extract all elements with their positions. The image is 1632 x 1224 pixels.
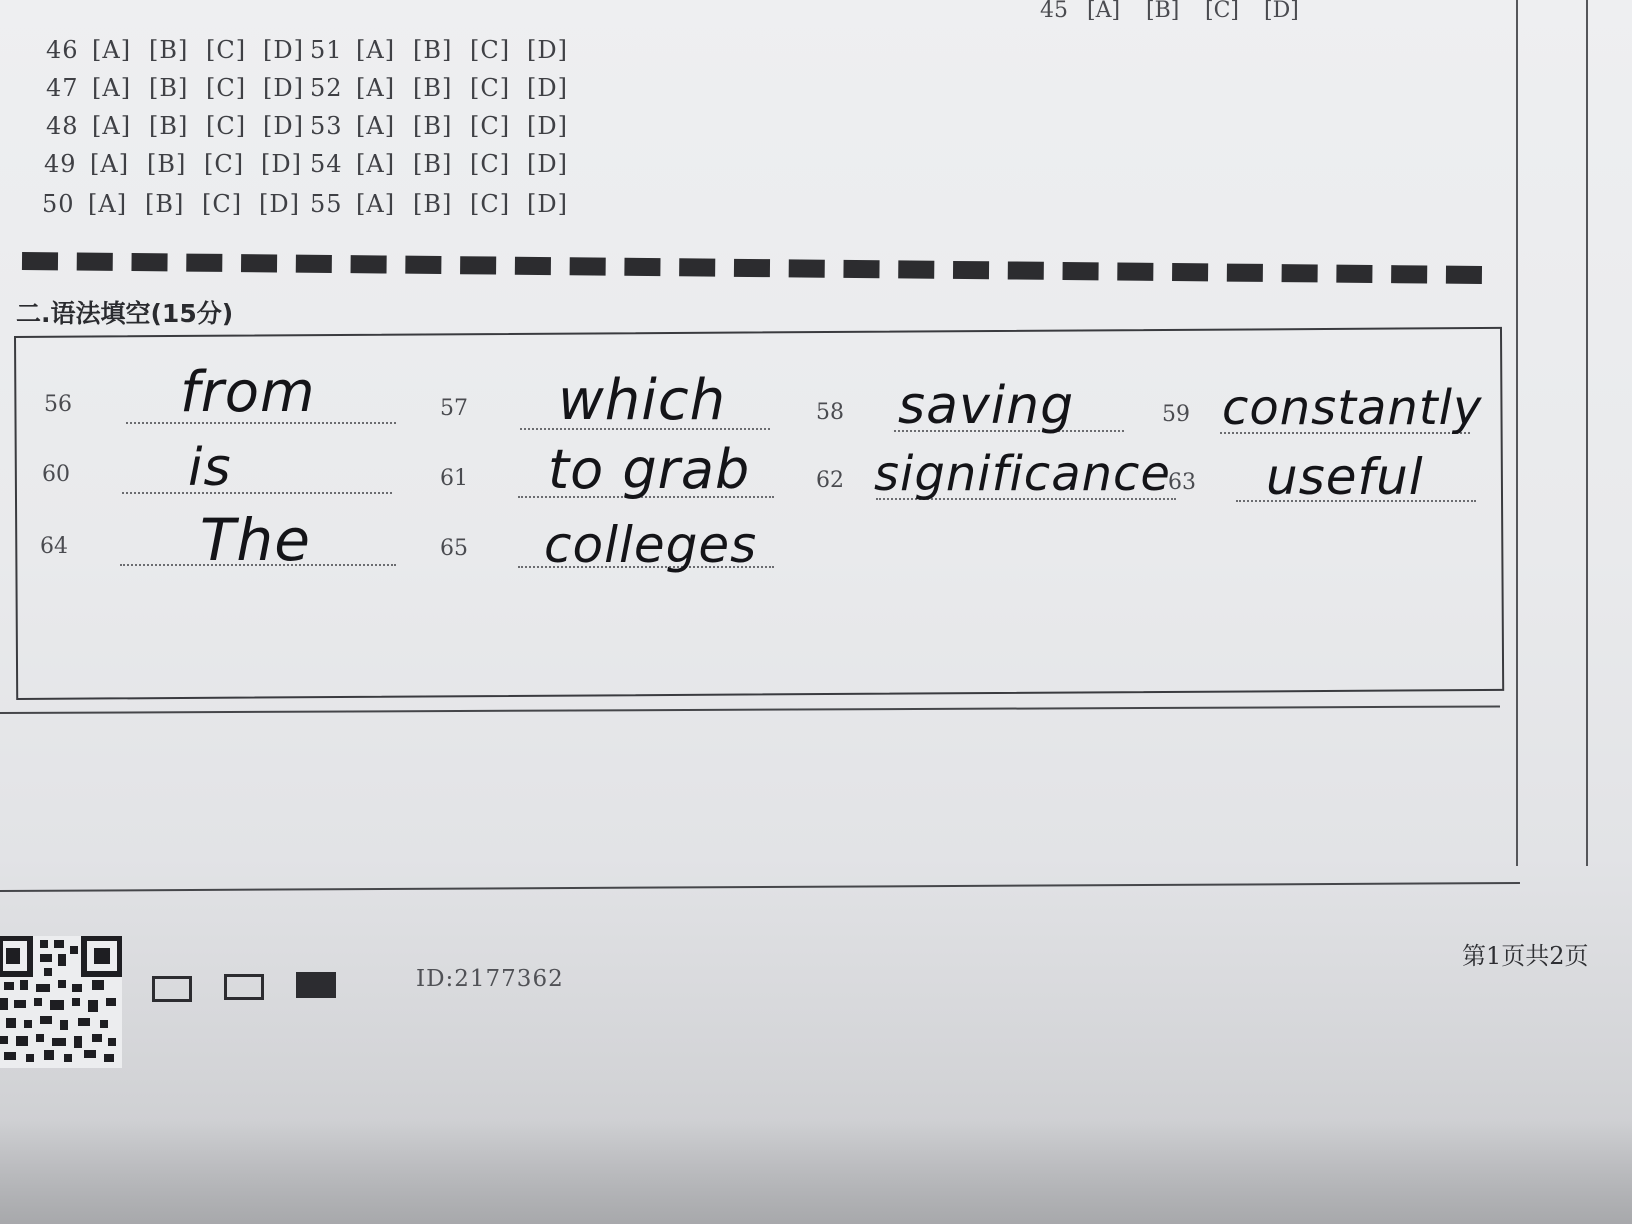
qr-code-icon xyxy=(0,936,122,1068)
mcq-row xyxy=(46,74,584,102)
handwritten-answer: from xyxy=(180,360,316,425)
question-number: 46 xyxy=(46,36,79,64)
question-number: 52 xyxy=(310,74,343,102)
section-divider xyxy=(22,252,1482,284)
question-number: 58 xyxy=(816,400,844,425)
sheet-id: ID:2177362 xyxy=(416,966,564,992)
option-d: [D] xyxy=(527,112,568,140)
option-d: [D] xyxy=(527,74,568,102)
handwritten-answer: which xyxy=(558,368,727,433)
question-number: 62 xyxy=(816,468,844,493)
option-d: [D] xyxy=(527,36,568,64)
option-b: [B] xyxy=(413,112,453,140)
question-number: 60 xyxy=(42,462,70,487)
question-number: 47 xyxy=(46,74,79,102)
option-b: [B] xyxy=(413,150,453,178)
handwritten-answer: constantly xyxy=(1222,380,1483,436)
option-b: [B] xyxy=(413,74,453,102)
answer-line xyxy=(122,492,392,494)
mcq-row xyxy=(46,36,584,64)
option-c: [C] xyxy=(204,150,245,178)
question-number: 59 xyxy=(1162,402,1190,427)
option-b: [B] xyxy=(413,190,453,218)
option-c: [C] xyxy=(206,74,247,102)
question-number: 63 xyxy=(1168,470,1196,495)
option-a: [A] xyxy=(88,190,128,218)
option-d: [D] xyxy=(263,112,304,140)
handwritten-answer: The xyxy=(200,506,311,574)
handwritten-answer: useful xyxy=(1266,448,1424,506)
option-b: [B] xyxy=(147,150,187,178)
mcq-row xyxy=(44,150,584,178)
option-d: [D] xyxy=(263,36,304,64)
option-d: [D] xyxy=(527,190,568,218)
question-number: 51 xyxy=(310,36,343,64)
question-number: 56 xyxy=(44,392,72,417)
option-d: [D] xyxy=(259,190,300,218)
option-c: [C] xyxy=(470,112,511,140)
marker-empty-icon xyxy=(152,976,192,1002)
section-title: 二.语法填空(15分) xyxy=(16,299,234,328)
marker-empty-icon xyxy=(224,974,264,1000)
question-number: 64 xyxy=(40,534,68,559)
mcq-row xyxy=(46,112,584,140)
right-border-line xyxy=(1516,0,1518,866)
option-b: [B] xyxy=(145,190,185,218)
option-c: [C] xyxy=(206,112,247,140)
handwritten-answer: to grab xyxy=(548,438,751,501)
question-number: 57 xyxy=(440,396,468,421)
option-a: [A] xyxy=(356,150,396,178)
question-number: 45 xyxy=(1040,0,1068,23)
option-d: [D] xyxy=(1264,0,1299,23)
option-d: [D] xyxy=(261,150,302,178)
question-number: 50 xyxy=(42,190,75,218)
option-a: [A] xyxy=(356,112,396,140)
option-a: [A] xyxy=(92,74,132,102)
handwritten-answer: is xyxy=(188,438,232,498)
option-a: [A] xyxy=(356,190,396,218)
option-c: [C] xyxy=(470,190,511,218)
option-c: [C] xyxy=(202,190,243,218)
handwritten-answer: saving xyxy=(898,376,1075,436)
page-number: 第1页共2页 xyxy=(1462,942,1589,970)
option-c: [C] xyxy=(470,150,511,178)
option-b: [B] xyxy=(413,36,453,64)
box-bottom-line xyxy=(0,705,1500,714)
option-b: [B] xyxy=(149,112,189,140)
question-number: 53 xyxy=(310,112,343,140)
option-a: [A] xyxy=(356,74,396,102)
option-c: [C] xyxy=(206,36,247,64)
mcq-row xyxy=(42,190,584,218)
option-c: [C] xyxy=(470,74,511,102)
mcq-row-45 xyxy=(1040,0,1316,23)
marker-filled-icon xyxy=(296,972,336,998)
option-a: [A] xyxy=(1087,0,1121,23)
handwritten-answer: colleges xyxy=(544,516,758,574)
question-number: 61 xyxy=(440,466,468,491)
option-b: [B] xyxy=(149,74,189,102)
adjacent-page-border xyxy=(1586,0,1588,866)
option-a: [A] xyxy=(92,36,132,64)
question-number: 48 xyxy=(46,112,79,140)
question-number: 54 xyxy=(310,150,343,178)
option-b: [B] xyxy=(1146,0,1180,23)
question-number: 65 xyxy=(440,536,468,561)
option-a: [A] xyxy=(90,150,130,178)
section-bottom-line xyxy=(0,882,1520,892)
option-b: [B] xyxy=(149,36,189,64)
option-a: [A] xyxy=(356,36,396,64)
option-c: [C] xyxy=(1205,0,1239,23)
option-c: [C] xyxy=(470,36,511,64)
question-number: 55 xyxy=(310,190,343,218)
option-a: [A] xyxy=(92,112,132,140)
option-d: [D] xyxy=(263,74,304,102)
handwritten-answer: significance xyxy=(874,446,1171,502)
question-number: 49 xyxy=(44,150,77,178)
photo-shadow xyxy=(0,1120,1632,1224)
option-d: [D] xyxy=(527,150,568,178)
